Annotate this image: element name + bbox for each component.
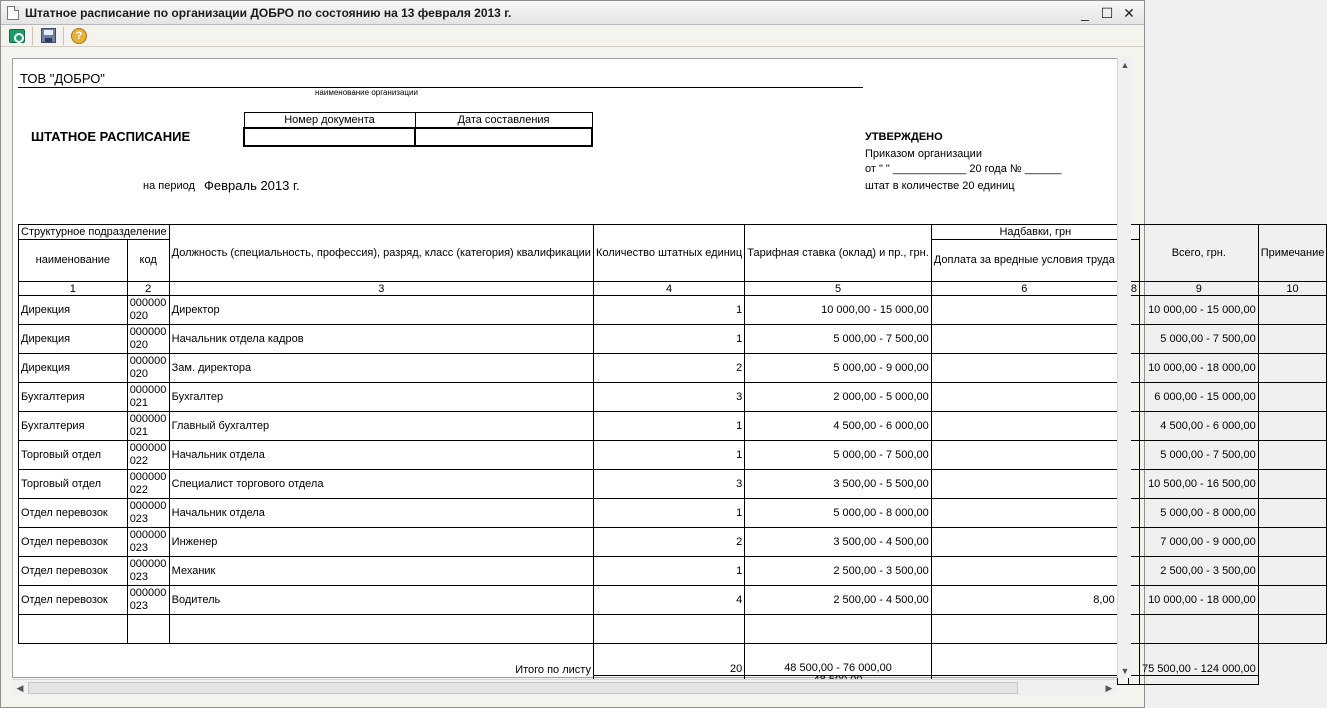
table-cell[interactable] <box>1258 412 1327 441</box>
cell-total[interactable]: 4 500,00 - 6 000,00 <box>1139 412 1258 441</box>
cell-total[interactable]: 10 000,00 - 15 000,00 <box>1139 296 1258 325</box>
cell-rate[interactable]: 2 000,00 - 5 000,00 <box>745 383 932 412</box>
docnum-label: Номер документа <box>244 113 415 128</box>
cell-position[interactable]: Начальник отдела <box>169 499 593 528</box>
cell-count[interactable]: 1 <box>593 325 744 354</box>
cell-harmful[interactable] <box>931 296 1117 325</box>
table-cell[interactable] <box>1258 354 1327 383</box>
document-icon <box>7 6 19 20</box>
approved-line3: штат в количестве 20 единиц <box>865 180 1015 192</box>
cell-position[interactable]: Специалист торгового отдела <box>169 470 593 499</box>
cell-code[interactable]: 000000 020 <box>127 296 169 325</box>
report-sheet <box>13 59 1325 679</box>
cell-total[interactable]: 5 000,00 - 7 500,00 <box>1139 441 1258 470</box>
summary-total: 75 500,00 - 124 000,00 <box>1139 644 1258 676</box>
cell-total[interactable]: 10 000,00 - 18 000,00 <box>1139 586 1258 615</box>
open-button[interactable] <box>6 26 28 46</box>
column-number: 5 <box>745 282 932 296</box>
cell-code[interactable]: 000000 022 <box>127 470 169 499</box>
cell-position[interactable]: Водитель <box>169 586 593 615</box>
toolbar <box>1 25 1144 47</box>
table-cell[interactable] <box>169 615 593 644</box>
cell-code[interactable]: 000000 022 <box>127 441 169 470</box>
table-cell[interactable] <box>1258 557 1327 586</box>
table-cell <box>1258 676 1327 685</box>
cell-rate[interactable]: 5 000,00 - 9 000,00 <box>745 354 932 383</box>
cell-code[interactable]: 000000 023 <box>127 586 169 615</box>
header-position: Должность (специальность, профессия), разряд, класс (категория) квалификации <box>169 225 593 282</box>
table-cell[interactable] <box>931 615 1117 644</box>
table-cell[interactable] <box>1258 528 1327 557</box>
header-code: код <box>127 240 169 282</box>
approved-title: УТВЕРЖДЕНО <box>865 131 943 143</box>
header-bonuses: Надбавки, грн <box>931 225 1139 240</box>
table-cell[interactable] <box>745 615 932 644</box>
summary-count: 20 <box>593 644 744 676</box>
table-cell[interactable] <box>1258 470 1327 499</box>
table-cell[interactable] <box>1258 296 1327 325</box>
cell-dept[interactable]: Отдел перевозок <box>19 586 128 615</box>
cell-rate[interactable]: 10 000,00 - 15 000,00 <box>745 296 932 325</box>
approved-line2: от " " ____________ 20 года № ______ <box>865 163 1062 175</box>
cell-harmful[interactable] <box>931 354 1117 383</box>
cell-code[interactable]: 000000 023 <box>127 499 169 528</box>
report-title: ШТАТНОЕ РАСПИСАНИЕ <box>31 129 191 144</box>
organization-caption: наименование организации <box>315 88 418 97</box>
table-cell <box>931 644 1117 676</box>
scroll-up-icon[interactable]: ▲ <box>1120 60 1130 70</box>
cell-code[interactable]: 000000 021 <box>127 383 169 412</box>
summary-label: Итого по листу <box>19 644 594 676</box>
cell-count[interactable]: 4 <box>593 586 744 615</box>
cell-dept[interactable]: Дирекция <box>19 325 128 354</box>
cell-position[interactable]: Бухгалтер <box>169 383 593 412</box>
header-note: Примечание <box>1258 225 1327 282</box>
date-label: Дата составления <box>415 113 592 128</box>
scroll-left-icon[interactable]: ◀ <box>16 683 24 693</box>
organization-name: ТОВ "ДОБРО" <box>20 71 105 86</box>
column-number: 8 <box>1128 282 1139 296</box>
scroll-thumb[interactable] <box>28 682 1018 694</box>
scroll-right-icon[interactable]: ▶ <box>1105 683 1113 693</box>
title-bar <box>1 1 1144 25</box>
organization-underline <box>18 87 863 88</box>
cell-dept[interactable]: Торговый отдел <box>19 470 128 499</box>
table-cell[interactable] <box>1258 615 1327 644</box>
date-value[interactable] <box>415 128 592 146</box>
header-struct: Структурное подразделение <box>19 225 170 240</box>
header-count: Количество штатных единиц <box>593 225 744 282</box>
period-label: на период <box>143 180 195 192</box>
cell-total[interactable]: 6 000,00 - 15 000,00 <box>1139 383 1258 412</box>
cell-count[interactable]: 1 <box>593 499 744 528</box>
cell-rate[interactable]: 2 500,00 - 4 500,00 <box>745 586 932 615</box>
table-cell[interactable] <box>1258 383 1327 412</box>
cell-harmful[interactable] <box>931 557 1117 586</box>
table-cell[interactable] <box>1258 441 1327 470</box>
cell-harmful[interactable] <box>931 499 1117 528</box>
horizontal-scrollbar[interactable] <box>12 679 1117 695</box>
cell-code[interactable]: 000000 020 <box>127 354 169 383</box>
window-controls <box>1074 3 1140 23</box>
cell-count[interactable]: 1 <box>593 557 744 586</box>
cell-rate[interactable]: 5 000,00 - 7 500,00 <box>745 441 932 470</box>
cell-count[interactable]: 1 <box>593 296 744 325</box>
cell-harmful[interactable] <box>931 441 1117 470</box>
cell-total[interactable]: 10 500,00 - 16 500,00 <box>1139 470 1258 499</box>
cell-position[interactable]: Начальник отдела кадров <box>169 325 593 354</box>
cell-count[interactable]: 3 <box>593 470 744 499</box>
cell-total[interactable]: 10 000,00 - 18 000,00 <box>1139 354 1258 383</box>
cell-harmful[interactable] <box>931 412 1117 441</box>
table-cell <box>1139 676 1258 685</box>
cell-count[interactable]: 1 <box>593 412 744 441</box>
minimize-button[interactable]: _ <box>1081 5 1089 21</box>
cell-code[interactable]: 000000 023 <box>127 528 169 557</box>
cell-count[interactable]: 3 <box>593 383 744 412</box>
cell-dept[interactable]: Отдел перевозок <box>19 528 128 557</box>
table-cell[interactable] <box>1258 586 1327 615</box>
save-button[interactable] <box>37 26 59 46</box>
cell-code[interactable]: 000000 021 <box>127 412 169 441</box>
header-total: Всего, грн. <box>1139 225 1258 282</box>
cell-position[interactable]: Инженер <box>169 528 593 557</box>
cell-total[interactable]: 5 000,00 - 8 000,00 <box>1139 499 1258 528</box>
header-name: наименование <box>19 240 128 282</box>
table-cell[interactable] <box>593 615 744 644</box>
column-number: 1 <box>19 282 128 296</box>
cell-count[interactable]: 1 <box>593 441 744 470</box>
cell-harmful[interactable]: 8,00 <box>931 586 1117 615</box>
close-button[interactable]: ✕ <box>1123 5 1135 21</box>
cell-harmful[interactable] <box>931 528 1117 557</box>
cell-position[interactable]: Директор <box>169 296 593 325</box>
cell-dept[interactable]: Отдел перевозок <box>19 557 128 586</box>
header-rate: Тарифная ставка (оклад) и пр., грн. <box>745 225 932 282</box>
cell-total[interactable]: 5 000,00 - 7 500,00 <box>1139 325 1258 354</box>
save-icon <box>41 28 56 43</box>
open-icon <box>9 29 25 43</box>
cell-code[interactable]: 000000 020 <box>127 325 169 354</box>
cell-position[interactable]: Начальник отдела <box>169 441 593 470</box>
approved-line1: Приказом организации <box>865 148 982 160</box>
column-number: 6 <box>931 282 1117 296</box>
table-cell[interactable] <box>1258 499 1327 528</box>
help-button[interactable] <box>68 26 90 46</box>
cell-harmful[interactable] <box>931 470 1117 499</box>
cell-dept[interactable]: Торговый отдел <box>19 441 128 470</box>
cell-dept[interactable]: Бухгалтерия <box>19 383 128 412</box>
cell-dept[interactable]: Дирекция <box>19 354 128 383</box>
cell-code[interactable]: 000000 023 <box>127 557 169 586</box>
summary-rate: 48 500,00 - 76 000,00 <box>745 644 932 676</box>
column-number: 2 <box>127 282 169 296</box>
cell-rate[interactable]: 2 500,00 - 3 500,00 <box>745 557 932 586</box>
cell-rate[interactable]: 5 000,00 - 7 500,00 <box>745 325 932 354</box>
docnum-value[interactable] <box>244 128 415 146</box>
cell-total[interactable]: 7 000,00 - 9 000,00 <box>1139 528 1258 557</box>
cell-dept[interactable]: Отдел перевозок <box>19 499 128 528</box>
cell-rate[interactable]: 3 500,00 - 4 500,00 <box>745 528 932 557</box>
cell-harmful[interactable] <box>931 383 1117 412</box>
window-title: Штатное расписание по организации ДОБРО по состоянию на 13 февраля 2013 г. <box>25 5 512 20</box>
toolbar-separator <box>32 27 33 45</box>
cell-total[interactable]: 2 500,00 - 3 500,00 <box>1139 557 1258 586</box>
cell-rate[interactable]: 5 000,00 - 8 000,00 <box>745 499 932 528</box>
table-cell[interactable] <box>127 615 169 644</box>
header-harmful: Доплата за вредные условия труда <box>931 240 1117 282</box>
toolbar-separator <box>63 27 64 45</box>
column-number: 10 <box>1258 282 1327 296</box>
cell-count[interactable]: 2 <box>593 528 744 557</box>
cell-rate[interactable]: 3 500,00 - 5 500,00 <box>745 470 932 499</box>
cell-rate[interactable]: 4 500,00 - 6 000,00 <box>745 412 932 441</box>
cell-harmful[interactable] <box>931 325 1117 354</box>
column-number: 9 <box>1139 282 1258 296</box>
column-number: 4 <box>593 282 744 296</box>
document-info-table <box>243 112 593 147</box>
help-icon: ? <box>71 28 87 44</box>
vertical-scrollbar[interactable] <box>1117 58 1131 678</box>
table-cell[interactable] <box>19 615 128 644</box>
cell-position[interactable]: Главный бухгалтер <box>169 412 593 441</box>
table-cell <box>1258 644 1327 676</box>
cell-position[interactable]: Зам. директора <box>169 354 593 383</box>
maximize-button[interactable]: ☐ <box>1100 5 1114 21</box>
cell-dept[interactable]: Дирекция <box>19 296 128 325</box>
period-value: Февраль 2013 г. <box>204 178 300 193</box>
column-number: 3 <box>169 282 593 296</box>
spreadsheet-document[interactable] <box>12 58 1325 678</box>
cell-count[interactable]: 2 <box>593 354 744 383</box>
scroll-down-icon[interactable]: ▼ <box>1120 666 1130 676</box>
table-cell[interactable] <box>1258 325 1327 354</box>
cell-dept[interactable]: Бухгалтерия <box>19 412 128 441</box>
table-cell[interactable] <box>1139 615 1258 644</box>
cell-position[interactable]: Механик <box>169 557 593 586</box>
